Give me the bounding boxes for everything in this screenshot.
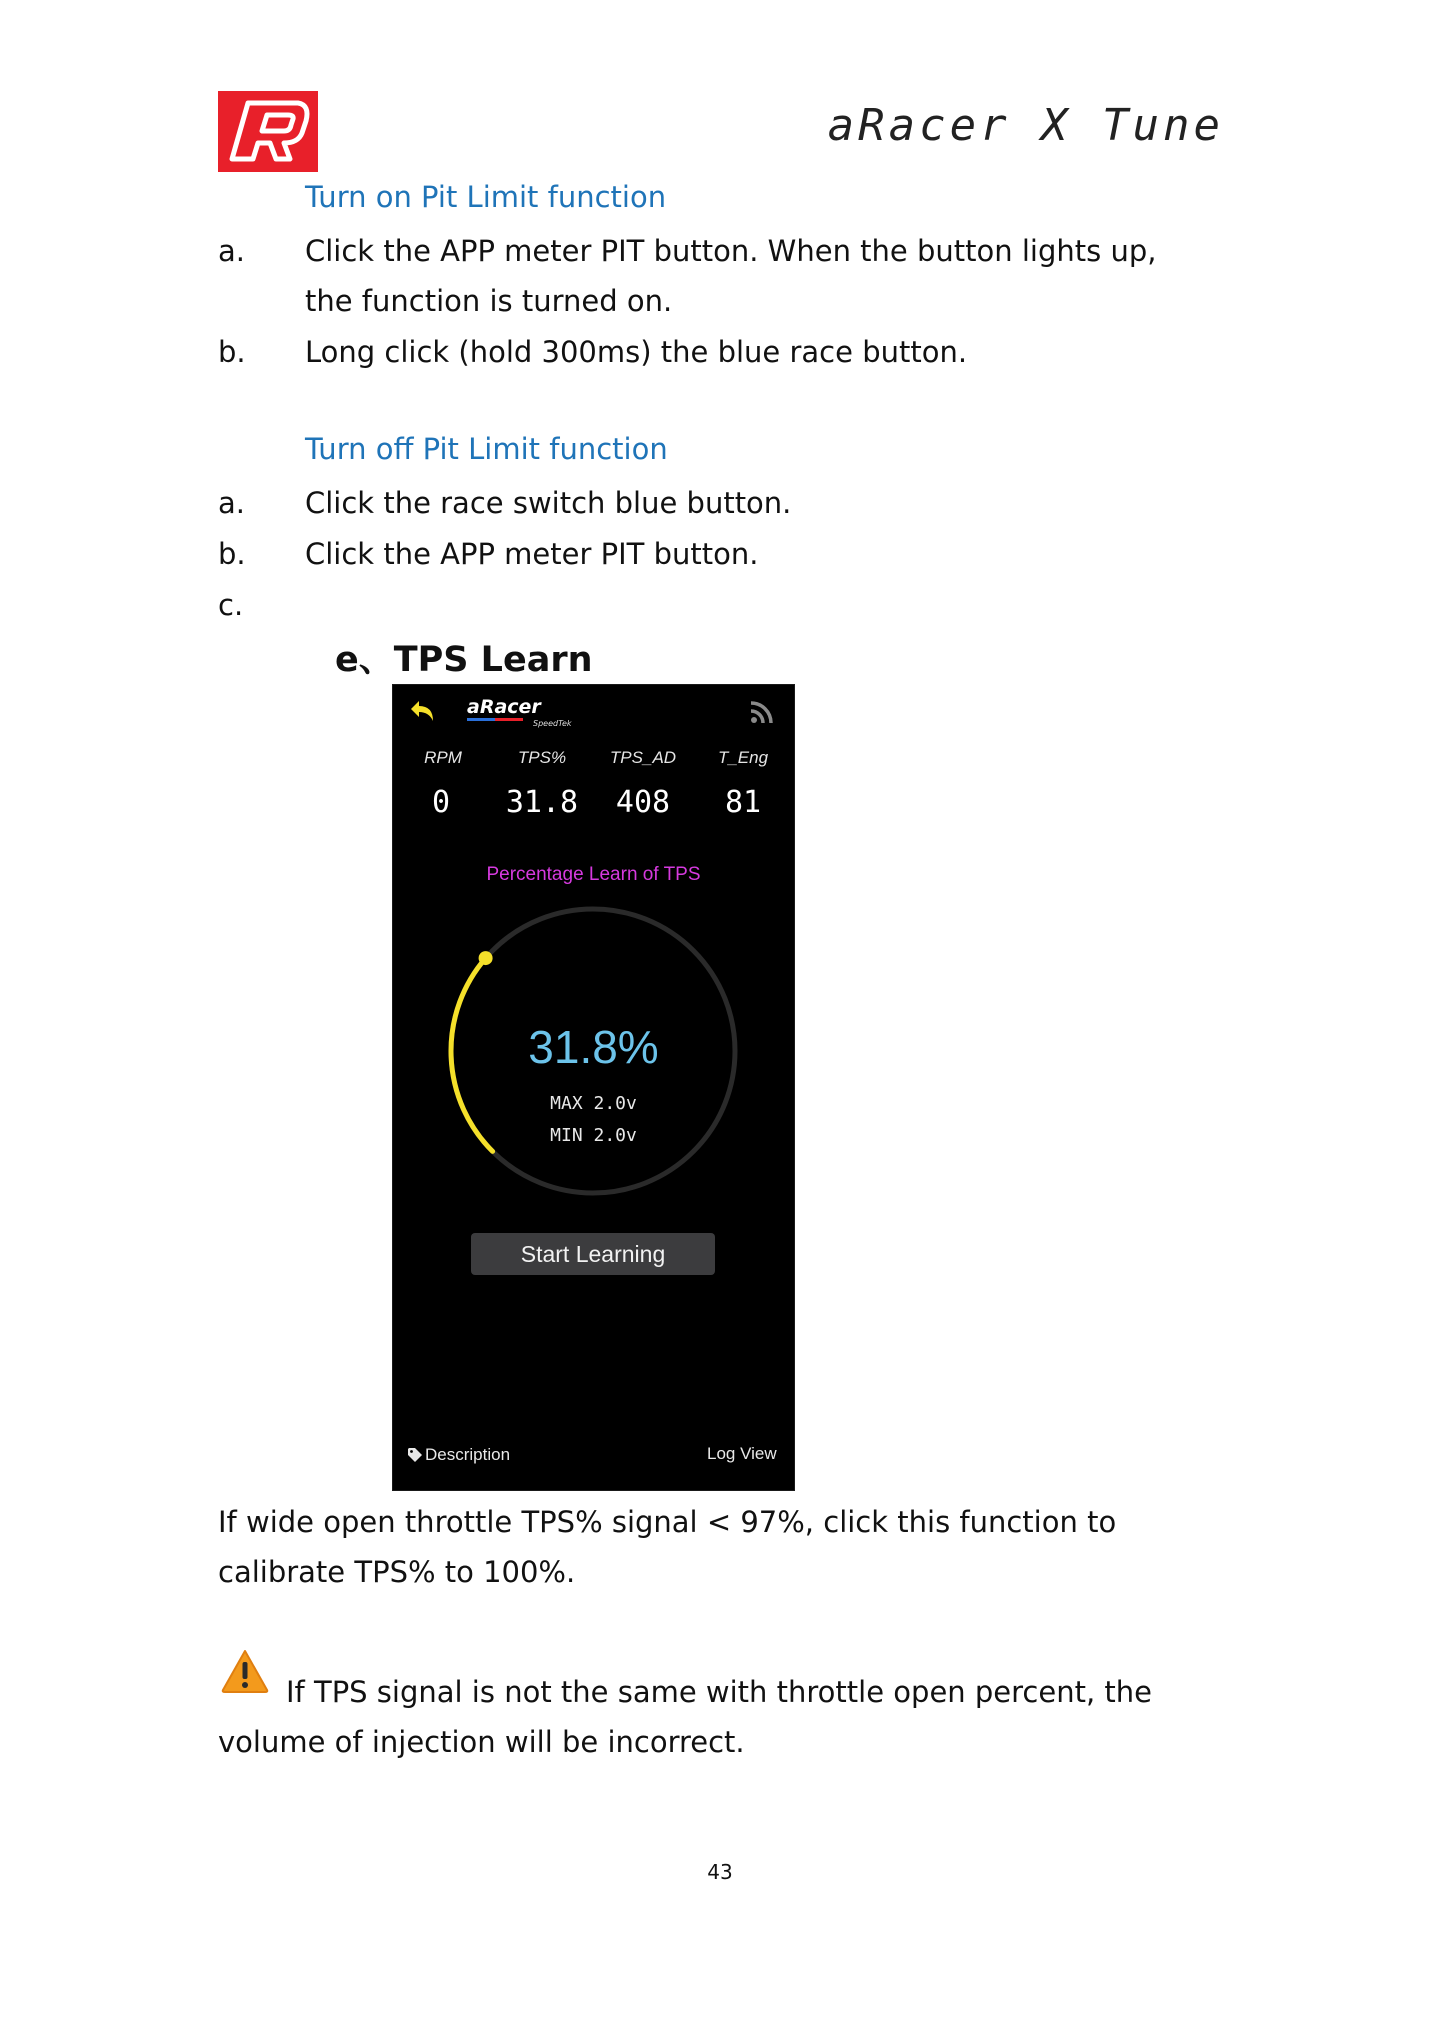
pit-off-marker-c: c.: [218, 588, 244, 622]
app-screenshot: [392, 684, 795, 1491]
description-label: Description: [425, 1445, 511, 1464]
pit-off-item-b: Click the APP meter PIT button.: [305, 537, 759, 571]
log-view-link[interactable]: Log View: [707, 1444, 777, 1463]
gauge-max: MAX 2.0v: [550, 1093, 637, 1114]
metric-label-tps: TPS%: [517, 748, 567, 767]
warning-text: If TPS signal is not the same with throttle open percent, the volume of injection will be incorrect.: [218, 1675, 1152, 1759]
metric-value-tps-ad: 408: [615, 785, 671, 820]
metric-label-tps-ad: TPS_AD: [609, 748, 677, 767]
tag-icon: [407, 1447, 423, 1463]
description-link[interactable]: [407, 1445, 510, 1465]
pit-on-item-a: Click the APP meter PIT button. When the button lights up, the function is turned on.: [305, 234, 1157, 318]
start-learning-button[interactable]: Start Learning: [471, 1233, 715, 1275]
pit-off-heading: Turn off Pit Limit function: [305, 432, 668, 466]
signal-icon[interactable]: [747, 699, 775, 727]
pit-off-item-a: Click the race switch blue button.: [305, 486, 792, 520]
gauge-percent: 31.8%: [528, 1021, 659, 1073]
metric-value-tps: 31.8: [505, 785, 579, 820]
brand-title: aRacer X Tune: [827, 100, 1224, 151]
metric-value-rpm: 0: [431, 785, 451, 820]
back-arrow-icon[interactable]: [407, 699, 437, 725]
metric-label-rpm: RPM: [424, 748, 462, 767]
tps-learn-title: Percentage Learn of TPS: [486, 864, 701, 885]
pit-off-marker-a: a.: [218, 486, 245, 520]
gauge-handle: [479, 951, 493, 965]
pit-on-marker-a: a.: [218, 234, 245, 268]
pit-on-heading: Turn on Pit Limit function: [305, 180, 667, 214]
tps-description: If wide open throttle TPS% signal < 97%, click this function to calibrate TPS% to 100%.: [218, 1505, 1117, 1589]
page-number: 43: [707, 1860, 733, 1884]
logo-letter: R: [268, 149, 269, 150]
app-brand-logo: aRacer SpeedTek: [467, 696, 572, 728]
pit-off-marker-b: b.: [218, 537, 246, 571]
metric-label-t-eng: T_Eng: [717, 748, 769, 767]
pit-on-item-b: Long click (hold 300ms) the blue race button.: [305, 335, 968, 369]
section-title: e、TPS Learn: [335, 640, 593, 680]
pit-on-marker-b: b.: [218, 335, 246, 369]
brand-logo: [218, 91, 318, 172]
metric-value-t-eng: 81: [724, 785, 762, 820]
gauge-min: MIN 2.0v: [550, 1125, 637, 1146]
